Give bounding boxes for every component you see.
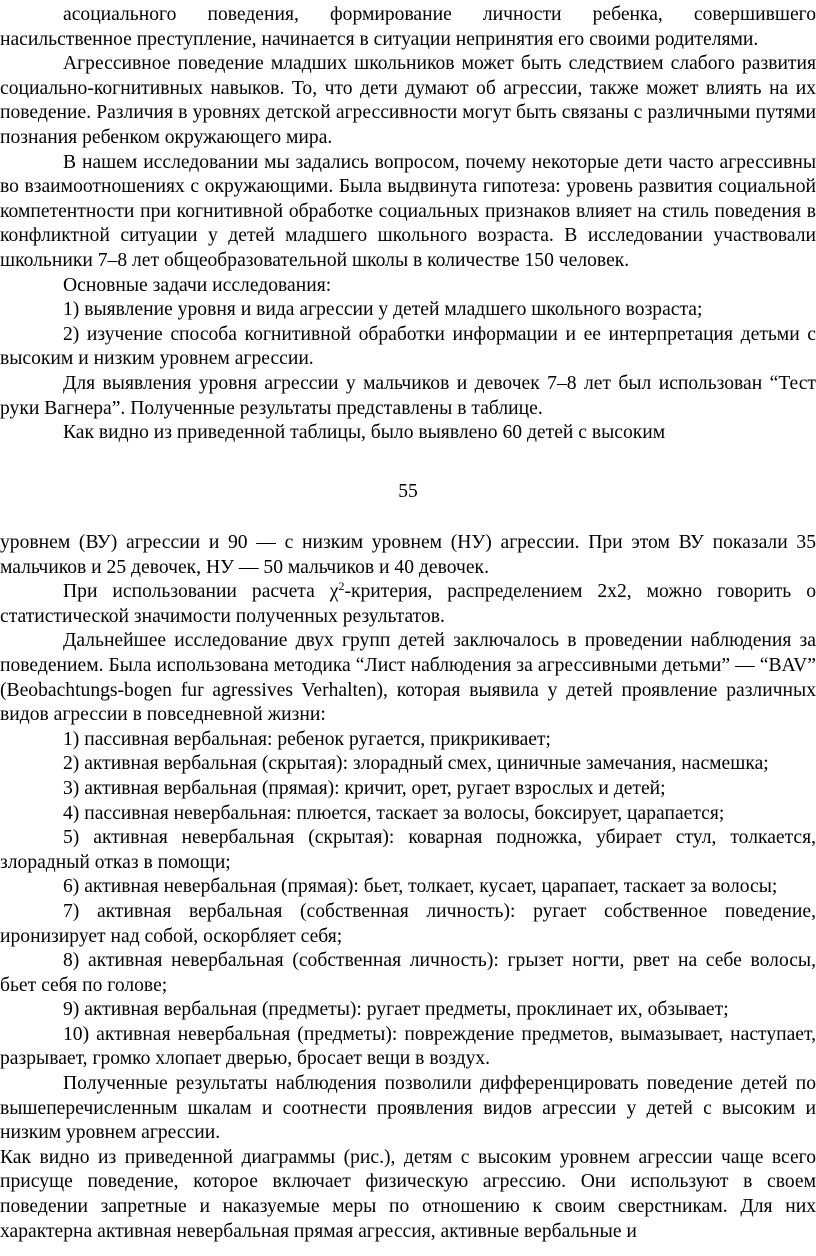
list-item: 9) активная вербальная (предметы): ругает предметы, проклинает их, обзывает; [63,999,729,1021]
paragraph: В нашем исследовании мы задались вопросом, почему некоторые дети часто агрессивны во взаимоотношениях с окружающими. Была выдвинута гипотеза: уровень развития социальной компетентности при когнитивной обработке социальных признаков влияет на стиль поведения в конфликтной ситуации у детей младшего школьного возраста. В исследовании участвовали школьники 7–8 лет общеобразовательной школы в количестве 150 человек. [0,151,816,271]
list-item: 2) активная вербальная (скрытая): злорадный смех, циничные замечания, насмешка; [63,753,769,775]
list-item: 10) активная невербальная (предметы): повреждение предметов, вымазывает, наступает, разрывает, громко хлопает дверью, бросает вещи в воздух. [0,1023,816,1070]
list-item: 5) активная невербальная (скрытая): коварная подножка, убирает стул, толкается, злорадный отказ в помощи; [0,827,816,873]
list-item: 2) изучение способа когнитивной обработки информации и ее интерпретация детьми с высоким и низким уровнем агрессии. [0,323,816,370]
paragraph: Как видно из приведенной диаграммы (рис.), детям с высоким уровнем агрессии чаще всего присуще поведение, которое включает физическую агрессию. Они используют в своем поведении запретные и наказуемые меры по отношению к своим сверстникам. Для них характерна активная невербальная прямая агрессия, активные вербальные и [0,1146,816,1242]
text-run: При использовании расчета χ [63,581,339,603]
page-top-text [0,3,816,446]
paragraph-chi-square [0,580,816,629]
list-item: 1) пассивная вербальная: ребенок ругается, прикрикивает; [63,728,551,750]
superscript: 2 [338,579,345,594]
list-item: 1) выявление уровня и вида агрессии у детей младшего школьного возраста; [63,299,703,321]
list-item: 4) пассивная невербальная: плюется, таскает за волосы, боксирует, царапается; [63,802,725,824]
paragraph: асоциального поведения, формирование личности ребенка, совершившего насильственное преступление, начинается в ситуации непринятия его своими родителями. [0,4,816,50]
paragraph: Дальнейшее исследование двух групп детей заключалось в проведении наблюдения за поведением. Была использована методика “Лист наблюдения за агрессивными детьми” — “BAV” (Beobachtungs-bogen fur agressives Verhalten), которая выявила у детей проявление различных видов агрессии в повседневной жизни: [0,630,816,726]
paragraph: Как видно из приведенной таблицы, было выявлено 60 детей с высоким [63,422,666,444]
page-number: 55 [398,481,418,502]
paragraph: Для выявления уровня агрессии у мальчиков и девочек 7–8 лет был использован “Тест руки Вагнера”. Полученные результаты представлены в таблице. [0,372,816,419]
text-run: -критерия, распределением 2х2, можно говорить о статистической значимости полученных результатов. [0,581,816,627]
list-item: 7) активная вербальная (собственная личность): ругает собственное поведение, иронизирует над собой, оскорбляет себя; [0,900,816,947]
paragraph: уровнем (ВУ) агрессии и 90 — с низким уровнем (НУ) агрессии. При этом ВУ показали 35 мальчиков и 25 девочек, НУ — 50 мальчиков и 40 девочек. [0,532,816,578]
paragraph: Полученные результаты наблюдения позволили дифференцировать поведение детей по вышеперечисленным шкалам и соотнести проявления видов агрессии у детей с высоким и низким уровнем агрессии. [0,1073,816,1144]
list-item: 3) активная вербальная (прямая): кричит, орет, ругает взрослых и детей; [63,777,666,799]
list-item: 8) активная невербальная (собственная личность): грызет ногти, рвет на себе волосы, бьет себя по голове; [0,950,816,996]
list-item: 6) активная невербальная (прямая): бьет, толкает, кусает, царапает, таскает за волосы; [63,876,778,898]
page-bottom-text [0,531,816,1244]
paragraph: Основные задачи исследования: [63,274,332,296]
paragraph: Агрессивное поведение младших школьников может быть следствием слабого развития социально-когнитивных навыков. То, что дети думают об агрессии, также может влиять на их поведение. Различия в уровнях детской агрессивности могут быть связаны с различными путями познания ребенком окружающего мира. [0,53,816,148]
